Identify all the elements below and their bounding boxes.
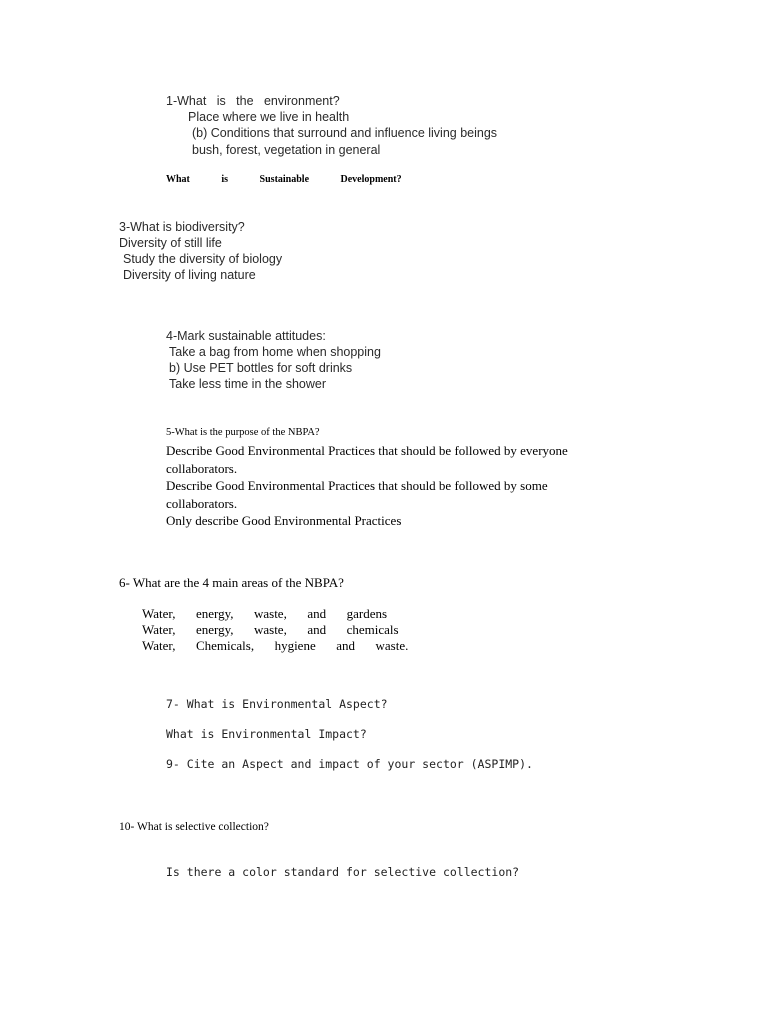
q4-option-3: Take less time in the shower bbox=[169, 377, 327, 391]
q5-option-3: Only describe Good Environmental Practices bbox=[166, 513, 402, 528]
q10-question: 10- What is selective collection? bbox=[119, 821, 269, 833]
q2-question: What is Sustainable Development? bbox=[166, 174, 402, 185]
q3-option-1: Diversity of still life bbox=[119, 236, 222, 250]
q3-option-3: Diversity of living nature bbox=[123, 268, 256, 282]
q5-option-2-line-1: Describe Good Environmental Practices that should be followed by some bbox=[166, 478, 548, 493]
q1-option-2: (b) Conditions that surround and influence living beings bbox=[192, 126, 498, 140]
q5-option-1-line-2: collaborators. bbox=[166, 461, 238, 476]
q8-question: What is Environmental Impact? bbox=[166, 727, 367, 741]
q1-option-1: Place where we live in health bbox=[188, 110, 350, 124]
q1-option-3: bush, forest, vegetation in general bbox=[192, 143, 381, 157]
q5-option-1-line-1: Describe Good Environmental Practices that should be followed by everyone bbox=[166, 443, 568, 458]
q11-question: Is there a color standard for selective collection? bbox=[166, 865, 520, 879]
q6-option-2: Water, energy, waste, and chemicals bbox=[142, 622, 399, 637]
q6-option-1: Water, energy, waste, and gardens bbox=[142, 606, 388, 621]
q5-question: 5-What is the purpose of the NBPA? bbox=[166, 427, 320, 438]
q5-option-2-line-2: collaborators. bbox=[166, 496, 238, 511]
q3-question: 3-What is biodiversity? bbox=[119, 220, 245, 234]
q4-option-2: b) Use PET bottles for soft drinks bbox=[169, 361, 353, 375]
q6-option-3: Water, Chemicals, hygiene and waste. bbox=[142, 638, 409, 653]
q1-question: 1-What is the environment? bbox=[166, 94, 340, 108]
q6-question: 6- What are the 4 main areas of the NBPA? bbox=[119, 575, 344, 590]
q7-question: 7- What is Environmental Aspect? bbox=[166, 697, 388, 711]
q3-option-2: Study the diversity of biology bbox=[123, 252, 283, 266]
q4-option-1: Take a bag from home when shopping bbox=[169, 345, 381, 359]
q9-question: 9- Cite an Aspect and impact of your sector (ASPIMP). bbox=[166, 757, 533, 771]
q4-question: 4-Mark sustainable attitudes: bbox=[166, 329, 326, 343]
